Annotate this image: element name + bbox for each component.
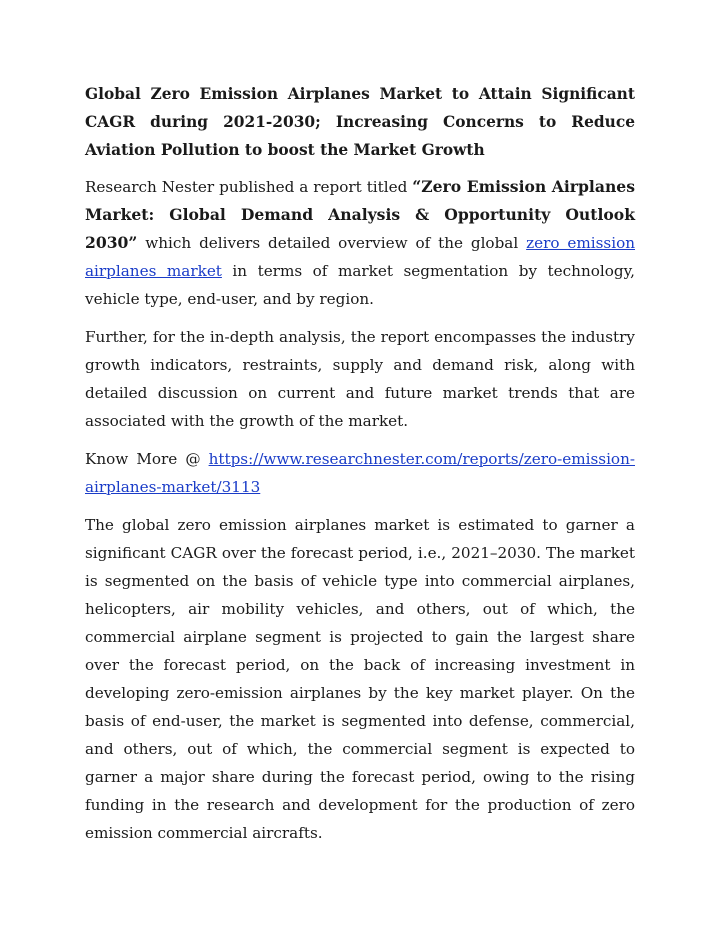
report-title: “Zero Emission Airplanes Market: Global Demand Analysis & Opportunity Outlook 2030”	[85, 177, 635, 252]
paragraph-market-overview: The global zero emission airplanes market is estimated to garner a significant CAGR over the forecast period, i.e., 2021–2030. The market is segmented on the basis of vehicle type into commercial airplanes, helicopters, air mobility vehicles, and others, out of which, the commercial airplane segment is projected to gain the largest share over the forecast period, on the back of increasing investment in developing zero-emission airplanes by the key market player. On the basis of end-user, the market is segmented into defense, commercial, and others, out of which, the commercial segment is expected to garner a major share during the forecast period, owing to the rising funding in the research and development for the production of zero emission commercial aircrafts.	[85, 516, 635, 842]
report-url-link[interactable]: https://www.researchnester.com/reports/zero-emission-airplanes-market/3113	[85, 450, 635, 496]
know-more-label: Know More @	[85, 450, 209, 468]
document-heading: Global Zero Emission Airplanes Market to Attain Significant CAGR during 2021-2030; Increasing Concerns to Reduce Aviation Pollution to boost the Market Growth	[85, 85, 635, 159]
intro-text: Research Nester published a report titled	[85, 178, 413, 196]
middle-text: which delivers detailed overview of the global	[137, 234, 527, 252]
paragraph-report-intro	[85, 173, 635, 313]
market-link[interactable]: zero emission airplanes market	[85, 234, 636, 280]
paragraph-know-more	[85, 445, 635, 501]
document-page	[85, 80, 635, 857]
outro-text: in terms of market segmentation by technology, vehicle type, end-user, and by region.	[85, 262, 635, 308]
paragraph-analysis: Further, for the in-depth analysis, the report encompasses the industry growth indicators, restraints, supply and demand risk, along with detailed discussion on current and future market trends that are associated with the growth of the market.	[85, 328, 635, 430]
